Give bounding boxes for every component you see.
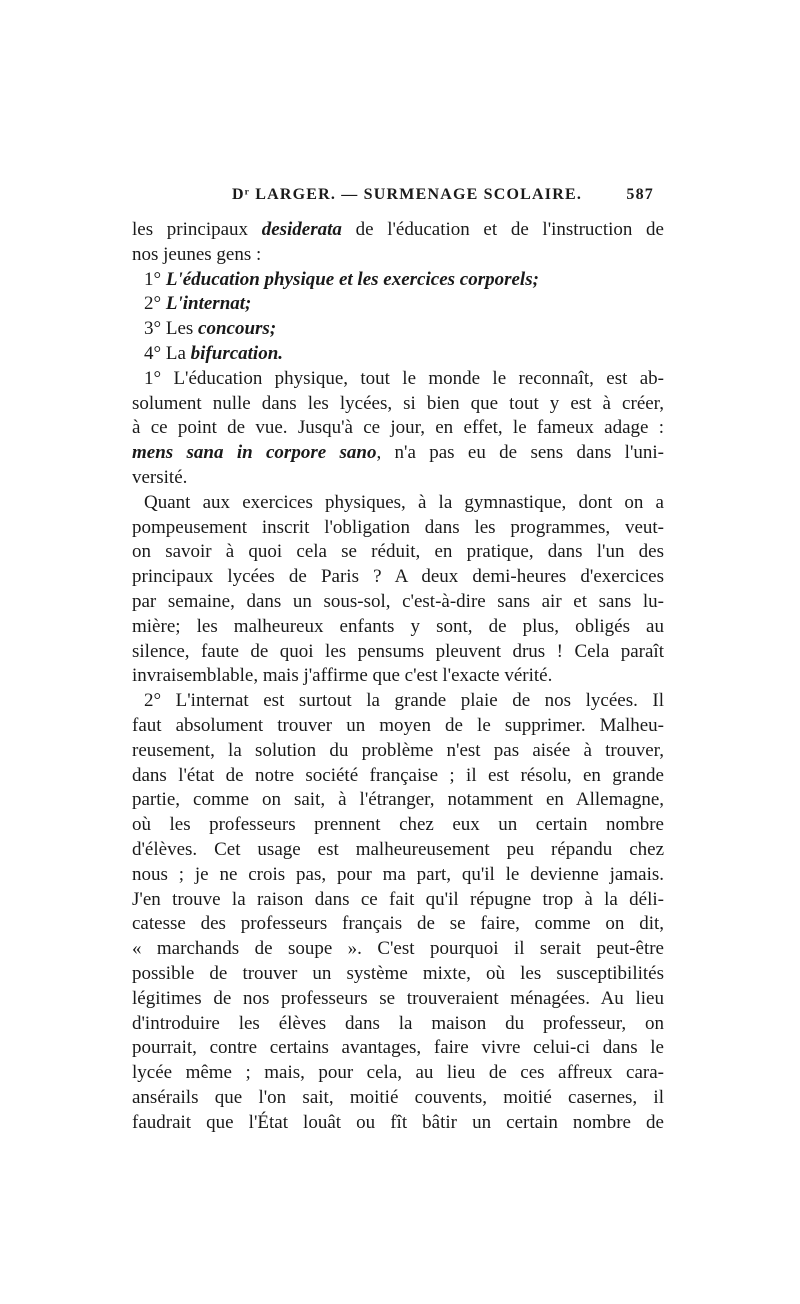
text-line: faudrait que l'État louât ou fît bâtir un certain nombre de <box>132 1111 664 1133</box>
text-line: dans l'état de notre société française ; il est résolu, en grande <box>132 764 664 786</box>
page-number: 587 <box>626 186 654 203</box>
text-line: légitimes de nos professeurs se trouveraient ménagées. Au lieu <box>132 987 664 1009</box>
text-line: « marchands de soupe ». C'est pourquoi il serait peut-être <box>132 938 664 960</box>
text-line: nos jeunes gens : <box>132 243 262 265</box>
text-line: 3° Les concours; <box>144 318 277 340</box>
text-line: partie, comme on sait, à l'étranger, notamment en Allemagne, <box>132 789 664 811</box>
text-line: mière; les malheureux enfants y sont, de plus, obligés au <box>132 615 664 637</box>
text-line: versité. <box>132 466 188 488</box>
text-line: pompeusement inscrit l'obligation dans les programmes, veut- <box>132 516 664 538</box>
text-line: 2° L'internat; <box>144 293 252 315</box>
book-page <box>132 186 664 1135</box>
body-text <box>132 218 664 1135</box>
text-line: ansérails que l'on sait, moitié couvents, moitié casernes, il <box>132 1086 664 1108</box>
text-line: d'introduire les élèves dans la maison du professeur, on <box>132 1012 664 1034</box>
text-line: invraisemblable, mais j'affirme que c'est l'exacte vérité. <box>132 665 553 687</box>
text-line: par semaine, dans un sous-sol, c'est-à-dire sans air et sans lu- <box>132 590 664 612</box>
text-line: nous ; je ne crois pas, pour ma part, qu'il le devienne jamais. <box>132 863 664 885</box>
text-line: où les professeurs prennent chez eux un certain nombre <box>132 814 664 836</box>
text-line: à ce point de vue. Jusqu'à ce jour, en effet, le fameux adage : <box>132 417 664 439</box>
running-header <box>132 186 664 210</box>
text-line: mens sana in corpore sano, n'a pas eu de sens dans l'uni- <box>132 442 664 464</box>
text-line: catesse des professeurs français de se faire, comme on dit, <box>132 913 664 935</box>
text-line: lycée même ; mais, pour cela, au lieu de ces affreux cara- <box>132 1062 664 1084</box>
text-line: faut absolument trouver un moyen de le supprimer. Malheu- <box>132 714 664 736</box>
text-line: les principaux desiderata de l'éducation et de l'instruction de <box>132 219 664 240</box>
text-line: possible de trouver un système mixte, où les susceptibilités <box>132 962 664 984</box>
text-line: 4° La bifurcation. <box>144 342 284 364</box>
running-title: Dʳ LARGER. — SURMENAGE SCOLAIRE. <box>232 186 583 203</box>
text-line: silence, faute de quoi les pensums pleuvent drus ! Cela paraît <box>132 640 664 662</box>
text-line: Quant aux exercices physiques, à la gymnastique, dont on a <box>144 491 664 513</box>
text-line: pourrait, contre certains avantages, faire vivre celui-ci dans le <box>132 1037 664 1059</box>
text-line: on savoir à quoi cela se réduit, en pratique, dans l'un des <box>132 541 664 563</box>
text-line: J'en trouve la raison dans ce fait qu'il répugne trop à la déli- <box>132 888 664 910</box>
text-line: reusement, la solution du problème n'est pas aisée à trouver, <box>132 739 664 761</box>
text-line: principaux lycées de Paris ? A deux demi-heures d'exercices <box>132 566 664 588</box>
text-line: solument nulle dans les lycées, si bien que tout y est à créer, <box>132 392 664 414</box>
text-line: d'élèves. Cet usage est malheureusement peu répandu chez <box>132 838 664 860</box>
text-line: 2° L'internat est surtout la grande plaie de nos lycées. Il <box>144 690 664 712</box>
text-line: 1° L'éducation physique, tout le monde le reconnaît, est ab- <box>144 367 664 389</box>
text-line: 1° L'éducation physique et les exercices corporels; <box>144 268 539 290</box>
